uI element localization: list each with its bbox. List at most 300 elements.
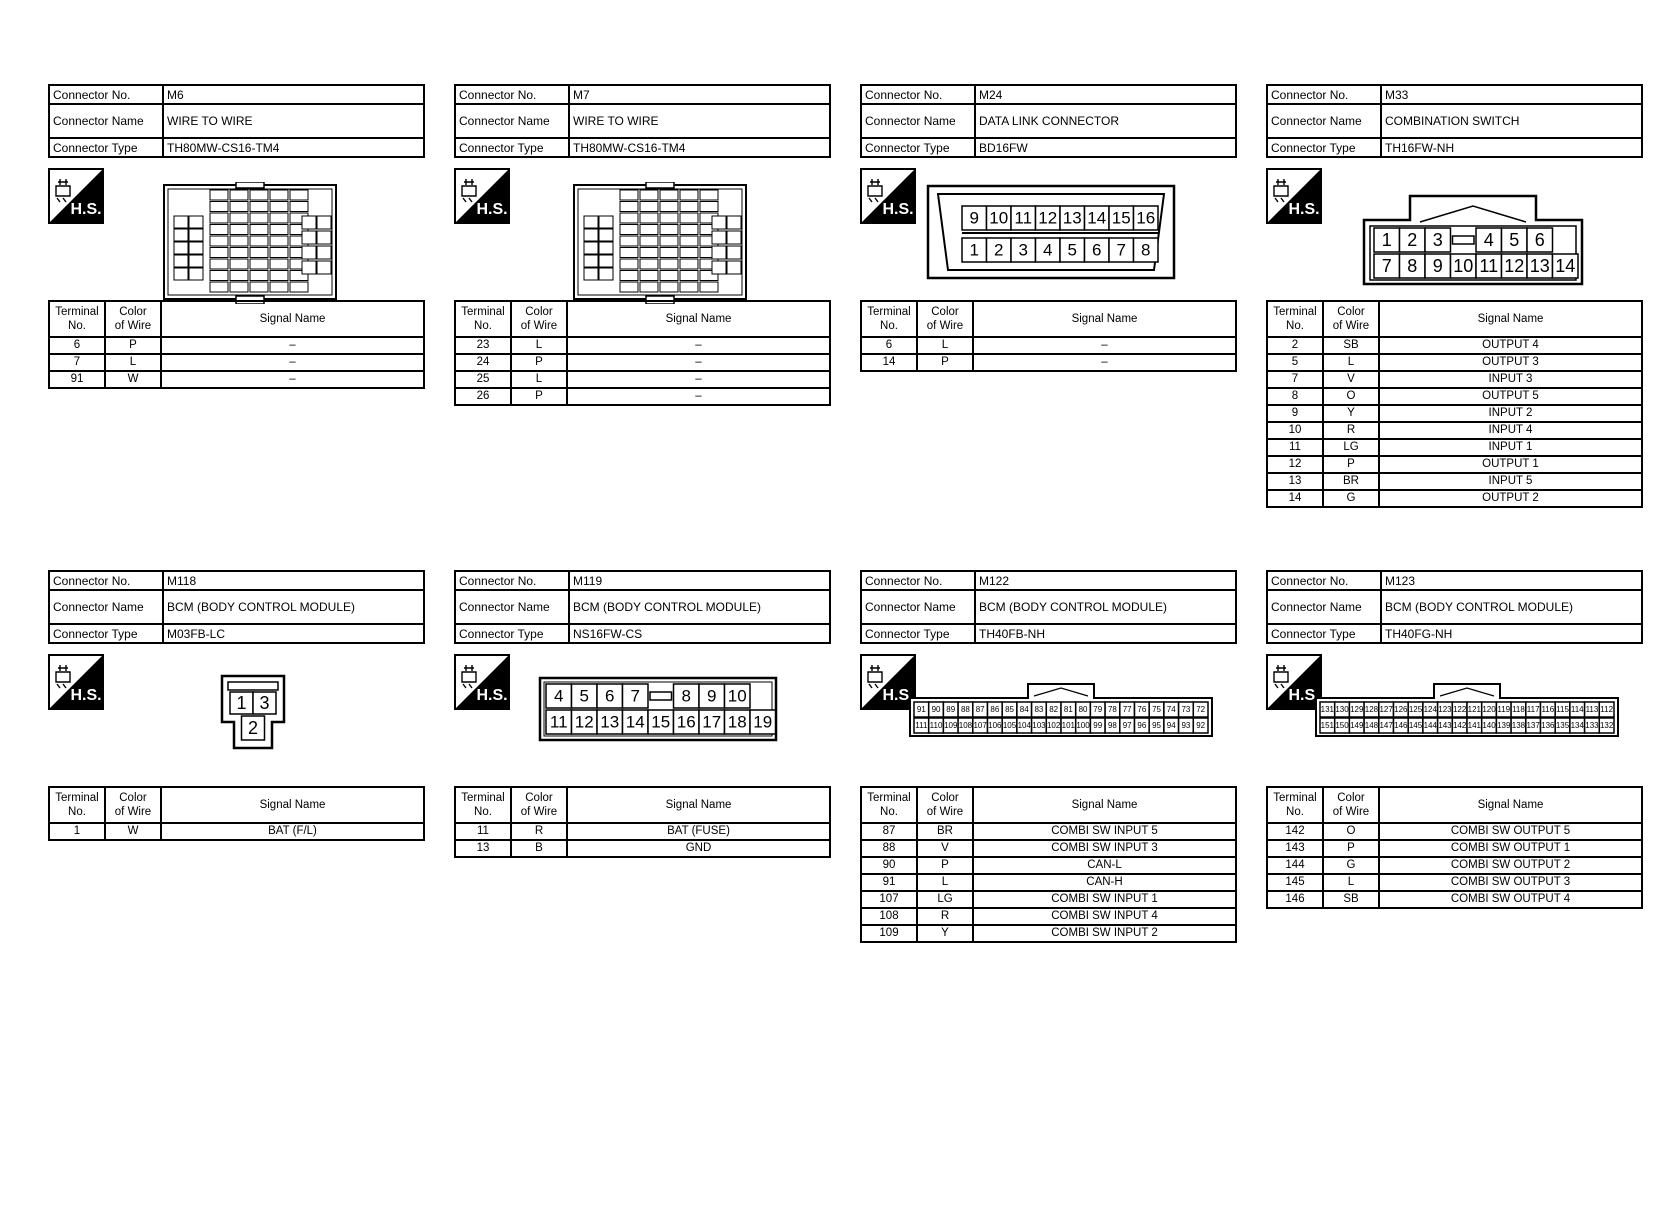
signal-name-header: Signal Name: [1379, 301, 1642, 337]
pin-11: 11: [549, 712, 568, 732]
wire-color: BR: [917, 823, 973, 840]
pin-84: 84: [1019, 705, 1029, 714]
terminal-no: 24: [455, 354, 511, 371]
pin-149: 149: [1350, 721, 1364, 730]
terminal-table: [48, 786, 425, 841]
wire-color: LG: [1323, 439, 1379, 456]
data-link-connector-face: [926, 184, 1176, 280]
pin-19: 19: [753, 712, 773, 732]
connector-type-label: Connector Type: [49, 624, 163, 643]
table-row: [861, 840, 1236, 857]
hs-label: H.S.: [476, 201, 508, 218]
connector-name-value: BCM (BODY CONTROL MODULE): [1381, 590, 1642, 624]
connector-info-table: [860, 570, 1237, 644]
pin-6: 6: [1534, 230, 1545, 250]
connector-number-value: M24: [975, 85, 1236, 104]
connector-info-table: [48, 570, 425, 644]
signal-name: INPUT 4: [1379, 422, 1642, 439]
wire-color: P: [1323, 840, 1379, 857]
pin-5: 5: [1509, 230, 1520, 250]
terminal-table: [860, 300, 1237, 372]
signal-name: COMBI SW OUTPUT 2: [1379, 857, 1642, 874]
pin-139: 139: [1497, 721, 1511, 730]
pin-104: 104: [1017, 721, 1031, 730]
hs-label: H.S.: [70, 687, 102, 704]
pin-12: 12: [1504, 256, 1525, 276]
wire-color: R: [917, 908, 973, 925]
signal-name: –: [567, 388, 830, 405]
color-of-wire-header: Color of Wire: [1323, 301, 1379, 337]
wire-color: G: [1323, 490, 1379, 507]
pin-4: 4: [1043, 240, 1053, 260]
signal-name: INPUT 5: [1379, 473, 1642, 490]
connector-panel-m118: [48, 570, 425, 1050]
terminal-no: 146: [1267, 891, 1323, 908]
signal-name: GND: [567, 840, 830, 857]
connector-type-label: Connector Type: [1267, 624, 1381, 643]
connector-number-value: M119: [569, 571, 830, 590]
connector-name-label: Connector Name: [49, 104, 163, 138]
wire-color: O: [1323, 823, 1379, 840]
pin-103: 103: [1032, 721, 1046, 730]
connector-number-value: M6: [163, 85, 424, 104]
pin-99: 99: [1093, 721, 1103, 730]
pin-6: 6: [605, 686, 615, 706]
pin-101: 101: [1061, 721, 1076, 730]
signal-name: COMBI SW OUTPUT 4: [1379, 891, 1642, 908]
connector-info-table: [48, 84, 425, 158]
pin-83: 83: [1034, 705, 1044, 714]
terminal-table: [48, 300, 425, 389]
pin-114: 114: [1570, 705, 1584, 714]
pin-100: 100: [1076, 721, 1090, 730]
signal-name: OUTPUT 4: [1379, 337, 1642, 354]
hs-connector-icon: [454, 654, 510, 710]
table-row: [1267, 354, 1642, 371]
pin-151: 151: [1320, 721, 1335, 730]
pin-86: 86: [990, 705, 1000, 714]
connector-name-value: BCM (BODY CONTROL MODULE): [975, 590, 1236, 624]
pin-76: 76: [1137, 705, 1147, 714]
pin-12: 12: [1038, 208, 1058, 228]
pin-3: 3: [1432, 230, 1443, 250]
pin-14: 14: [1087, 208, 1107, 228]
table-row: [861, 823, 1236, 840]
pin-15: 15: [1111, 208, 1131, 228]
pin-143: 143: [1438, 721, 1452, 730]
terminal-no: 6: [861, 337, 917, 354]
connector-number-value: M7: [569, 85, 830, 104]
terminal-no: 14: [1267, 490, 1323, 507]
terminal-no: 25: [455, 371, 511, 388]
color-of-wire-header: Color of Wire: [1323, 787, 1379, 823]
terminal-no-header: Terminal No.: [1267, 301, 1323, 337]
connector-type-label: Connector Type: [861, 624, 975, 643]
pin-95: 95: [1152, 721, 1162, 730]
signal-name: INPUT 1: [1379, 439, 1642, 456]
signal-name: COMBI SW INPUT 4: [973, 908, 1236, 925]
pin-124: 124: [1423, 705, 1437, 714]
pin-132: 132: [1599, 721, 1614, 730]
pin-14: 14: [625, 712, 645, 732]
wire-color: R: [1323, 422, 1379, 439]
pin-5: 5: [1067, 240, 1077, 260]
pin-111: 111: [915, 721, 928, 730]
table-row: [1267, 371, 1642, 388]
connector-type-value: NS16FW-CS: [569, 624, 830, 643]
connector-panel-m24: [860, 84, 1237, 564]
pin-13: 13: [1062, 208, 1082, 228]
pin-8: 8: [1407, 256, 1418, 276]
signal-name: BAT (F/L): [161, 823, 424, 840]
pin-13: 13: [600, 712, 620, 732]
signal-name: CAN-L: [973, 857, 1236, 874]
terminal-no: 23: [455, 337, 511, 354]
pin-98: 98: [1107, 721, 1117, 730]
table-row: [1267, 490, 1642, 507]
pin-2: 2: [1407, 230, 1418, 250]
pin-3: 3: [259, 693, 270, 713]
connector-name-value: WIRE TO WIRE: [163, 104, 424, 138]
connector-panel-m123: [1266, 570, 1643, 1050]
color-of-wire-header: Color of Wire: [105, 301, 161, 337]
terminal-no: 7: [49, 354, 105, 371]
connector-panel-m122: [860, 570, 1237, 1050]
connector-name-value: BCM (BODY CONTROL MODULE): [163, 590, 424, 624]
pin-10: 10: [989, 208, 1009, 228]
table-row: [1267, 337, 1642, 354]
pin-1: 1: [969, 240, 979, 260]
pin-150: 150: [1335, 721, 1349, 730]
pin-89: 89: [946, 705, 956, 714]
signal-name: COMBI SW INPUT 1: [973, 891, 1236, 908]
signal-name: COMBI SW OUTPUT 3: [1379, 874, 1642, 891]
connector-name-label: Connector Name: [861, 590, 975, 624]
signal-name: INPUT 2: [1379, 405, 1642, 422]
connector-type-label: Connector Type: [455, 138, 569, 157]
wire-color: L: [1323, 354, 1379, 371]
terminal-no: 6: [49, 337, 105, 354]
pin-94: 94: [1166, 721, 1176, 730]
pin-78: 78: [1107, 705, 1117, 714]
hs-label: H.S.: [882, 687, 914, 704]
terminal-table: [1266, 786, 1643, 909]
wire-color: O: [1323, 388, 1379, 405]
connector-name-label: Connector Name: [455, 590, 569, 624]
connector-type-value: TH16FW-NH: [1381, 138, 1642, 157]
hs-label: H.S.: [1288, 201, 1320, 218]
table-row: [455, 354, 830, 371]
connector-number-value: M33: [1381, 85, 1642, 104]
table-row: [1267, 891, 1642, 908]
signal-name: OUTPUT 1: [1379, 456, 1642, 473]
pin-148: 148: [1364, 721, 1379, 730]
pin-7: 7: [630, 686, 640, 706]
table-row: [49, 371, 424, 388]
connector-name-label: Connector Name: [1267, 104, 1381, 138]
table-row: [1267, 456, 1642, 473]
signal-name: –: [973, 354, 1236, 371]
terminal-no: 14: [861, 354, 917, 371]
pin-97: 97: [1122, 721, 1132, 730]
connector-info-table: [454, 570, 831, 644]
connector-panel-m6: [48, 84, 425, 564]
pin-146: 146: [1394, 721, 1408, 730]
table-row: [49, 823, 424, 840]
connector-name-label: Connector Name: [49, 590, 163, 624]
connector-type-value: M03FB-LC: [163, 624, 424, 643]
pin-77: 77: [1122, 705, 1132, 714]
combination-switch-connector-face: [1360, 192, 1586, 288]
connector-type-value: TH80MW-CS16-TM4: [569, 138, 830, 157]
pin-8: 8: [681, 686, 691, 706]
pin-109: 109: [944, 721, 958, 730]
sixteen-pin-connector-face: [538, 676, 778, 742]
terminal-no: 87: [861, 823, 917, 840]
pin-123: 123: [1438, 705, 1452, 714]
terminal-table: [454, 786, 831, 858]
table-row: [1267, 439, 1642, 456]
signal-name: OUTPUT 2: [1379, 490, 1642, 507]
terminal-table: [1266, 300, 1643, 508]
terminal-no-header: Terminal No.: [861, 301, 917, 337]
signal-name: INPUT 3: [1379, 371, 1642, 388]
connector-type-value: TH40FG-NH: [1381, 624, 1642, 643]
terminal-no: 2: [1267, 337, 1323, 354]
pin-5: 5: [579, 686, 589, 706]
connector-type-label: Connector Type: [49, 138, 163, 157]
table-row: [1267, 823, 1642, 840]
signal-name: OUTPUT 3: [1379, 354, 1642, 371]
pin-130: 130: [1335, 705, 1349, 714]
table-row: [455, 371, 830, 388]
pin-107: 107: [973, 721, 987, 730]
pin-3: 3: [1018, 240, 1028, 260]
pin-16: 16: [1136, 208, 1156, 228]
terminal-table: [454, 300, 831, 406]
pin-135: 135: [1555, 721, 1570, 730]
wire-color: W: [105, 823, 161, 840]
connector-number-value: M118: [163, 571, 424, 590]
connector-face-drawing: [572, 182, 748, 304]
connector-panel-m119: [454, 570, 831, 1050]
pin-133: 133: [1585, 721, 1599, 730]
wire-color: L: [917, 874, 973, 891]
terminal-no: 13: [455, 840, 511, 857]
pin-131: 131: [1320, 705, 1335, 714]
connector-name-label: Connector Name: [455, 104, 569, 138]
pin-14: 14: [1555, 256, 1576, 276]
pin-90: 90: [931, 705, 941, 714]
pin-117: 117: [1526, 705, 1540, 714]
terminal-no: 9: [1267, 405, 1323, 422]
pin-72: 72: [1196, 705, 1206, 714]
pin-15: 15: [651, 712, 671, 732]
wire-color: SB: [1323, 891, 1379, 908]
terminal-no: 5: [1267, 354, 1323, 371]
terminal-no-header: Terminal No.: [1267, 787, 1323, 823]
pin-81: 81: [1063, 705, 1073, 714]
signal-name-header: Signal Name: [567, 301, 830, 337]
pin-13: 13: [1529, 256, 1550, 276]
table-row: [861, 925, 1236, 942]
terminal-no: 13: [1267, 473, 1323, 490]
wire-color: V: [1323, 371, 1379, 388]
pin-144: 144: [1423, 721, 1437, 730]
hs-connector-icon: [1266, 168, 1322, 224]
pin-134: 134: [1570, 721, 1584, 730]
hs-connector-icon: [48, 168, 104, 224]
connector-info-table: [454, 84, 831, 158]
terminal-no: 11: [1267, 439, 1323, 456]
terminal-no: 91: [861, 874, 917, 891]
pin-73: 73: [1181, 705, 1191, 714]
connector-type-label: Connector Type: [861, 138, 975, 157]
connector-number-label: Connector No.: [455, 571, 569, 590]
wire-color: V: [917, 840, 973, 857]
pin-120: 120: [1482, 705, 1496, 714]
pin-4: 4: [554, 686, 564, 706]
wire-color: SB: [1323, 337, 1379, 354]
table-row: [455, 840, 830, 857]
pin-10: 10: [1453, 256, 1474, 276]
terminal-no: 144: [1267, 857, 1323, 874]
signal-name: COMBI SW INPUT 3: [973, 840, 1236, 857]
connector-number-label: Connector No.: [455, 85, 569, 104]
pin-92: 92: [1196, 721, 1206, 730]
connector-face-drawing: [162, 182, 338, 304]
wire-color: P: [917, 857, 973, 874]
terminal-no: 12: [1267, 456, 1323, 473]
wire-color: L: [511, 337, 567, 354]
pin-85: 85: [1005, 705, 1015, 714]
table-row: [861, 857, 1236, 874]
wire-color: P: [511, 354, 567, 371]
wire-color: L: [105, 354, 161, 371]
connector-info-table: [1266, 570, 1643, 644]
table-row: [1267, 388, 1642, 405]
color-of-wire-header: Color of Wire: [105, 787, 161, 823]
connector-info-table: [860, 84, 1237, 158]
connector-type-value: TH80MW-CS16-TM4: [163, 138, 424, 157]
pin-1: 1: [236, 693, 247, 713]
pin-115: 115: [1556, 705, 1569, 714]
connector-name-label: Connector Name: [1267, 590, 1381, 624]
signal-name: –: [567, 337, 830, 354]
pin-105: 105: [1002, 721, 1017, 730]
table-row: [1267, 405, 1642, 422]
table-row: [1267, 857, 1642, 874]
signal-name: –: [161, 354, 424, 371]
signal-name: OUTPUT 5: [1379, 388, 1642, 405]
pin-113: 113: [1585, 705, 1599, 714]
connector-name-value: BCM (BODY CONTROL MODULE): [569, 590, 830, 624]
table-row: [861, 891, 1236, 908]
color-of-wire-header: Color of Wire: [917, 787, 973, 823]
connector-number-label: Connector No.: [861, 85, 975, 104]
pin-125: 125: [1408, 705, 1423, 714]
pin-119: 119: [1497, 705, 1511, 714]
signal-name: –: [973, 337, 1236, 354]
connector-panel-m7: [454, 84, 831, 564]
pin-79: 79: [1093, 705, 1103, 714]
table-row: [861, 908, 1236, 925]
pin-122: 122: [1452, 705, 1467, 714]
table-row: [455, 337, 830, 354]
connector-type-value: BD16FW: [975, 138, 1236, 157]
pin-147: 147: [1379, 721, 1393, 730]
table-row: [861, 337, 1236, 354]
connector-number-value: M123: [1381, 571, 1642, 590]
wire-color: W: [105, 371, 161, 388]
signal-name: –: [567, 354, 830, 371]
connector-panel-m33: [1266, 84, 1643, 564]
wire-color: P: [917, 354, 973, 371]
forty-pin-connector-face: [1314, 682, 1620, 738]
terminal-no-header: Terminal No.: [455, 787, 511, 823]
hs-label: H.S.: [882, 201, 914, 218]
pin-4: 4: [1483, 230, 1494, 250]
hs-label: H.S.: [476, 687, 508, 704]
pin-110: 110: [929, 721, 943, 730]
hs-connector-icon: [48, 654, 104, 710]
pin-82: 82: [1049, 705, 1059, 714]
pin-121: 121: [1467, 705, 1482, 714]
terminal-no: 10: [1267, 422, 1323, 439]
table-row: [49, 337, 424, 354]
pin-116: 116: [1541, 705, 1555, 714]
connector-type-label: Connector Type: [455, 624, 569, 643]
signal-name: –: [161, 337, 424, 354]
pin-145: 145: [1408, 721, 1423, 730]
pin-87: 87: [975, 705, 985, 714]
pin-7: 7: [1381, 256, 1392, 276]
pin-8: 8: [1141, 240, 1151, 260]
terminal-no: 90: [861, 857, 917, 874]
wire-color: P: [511, 388, 567, 405]
pin-6: 6: [1092, 240, 1102, 260]
pin-136: 136: [1541, 721, 1555, 730]
pin-93: 93: [1181, 721, 1191, 730]
terminal-no: 26: [455, 388, 511, 405]
wire-color: R: [511, 823, 567, 840]
pin-7: 7: [1116, 240, 1126, 260]
wire-color: L: [1323, 874, 1379, 891]
pin-96: 96: [1137, 721, 1147, 730]
pin-17: 17: [702, 712, 722, 732]
signal-name-header: Signal Name: [567, 787, 830, 823]
pin-141: 141: [1467, 721, 1482, 730]
connector-number-label: Connector No.: [1267, 85, 1381, 104]
terminal-no: 8: [1267, 388, 1323, 405]
wire-color: LG: [917, 891, 973, 908]
pin-9: 9: [969, 208, 979, 228]
terminal-no: 145: [1267, 874, 1323, 891]
terminal-no: 7: [1267, 371, 1323, 388]
color-of-wire-header: Color of Wire: [511, 787, 567, 823]
pin-129: 129: [1350, 705, 1364, 714]
terminal-no-header: Terminal No.: [455, 301, 511, 337]
table-row: [861, 874, 1236, 891]
table-row: [861, 354, 1236, 371]
pin-11: 11: [1014, 208, 1033, 228]
signal-name: –: [567, 371, 830, 388]
signal-name: COMBI SW INPUT 2: [973, 925, 1236, 942]
pin-91: 91: [916, 705, 926, 714]
pin-127: 127: [1379, 705, 1393, 714]
hs-label: H.S.: [70, 201, 102, 218]
pin-9: 9: [707, 686, 717, 706]
